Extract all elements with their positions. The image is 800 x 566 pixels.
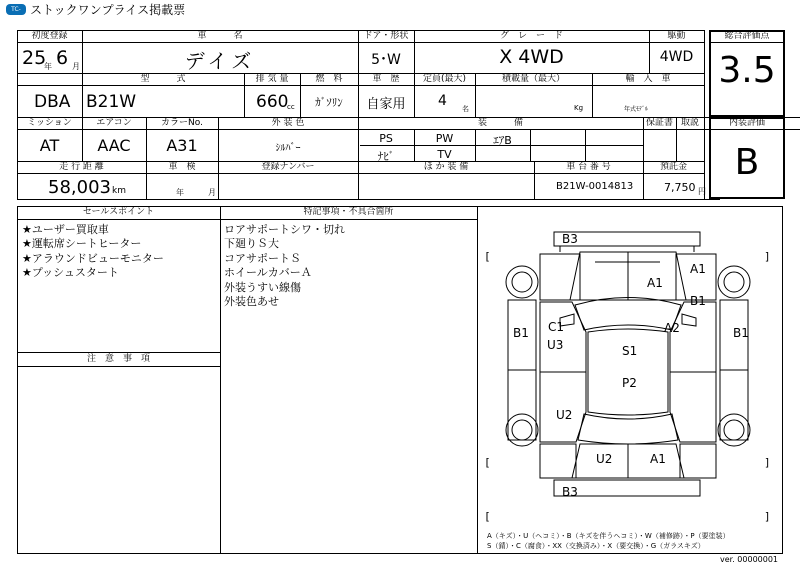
mileage: 58,003: [48, 177, 111, 198]
bracket-bottom-right: ]: [764, 510, 771, 523]
damage-label: P2: [622, 376, 637, 390]
mileage-label: 走 行 距 離: [59, 162, 104, 172]
damage-label: C1: [548, 320, 565, 334]
selling-points-title: セールスポイント: [82, 207, 155, 217]
damage-legend-line2: S（錆）・C（腐食）・XX（交換済み）・X（要交換）・G（ガラスキズ）: [487, 542, 705, 550]
bracket-right-bottom: ]: [764, 456, 771, 469]
overall-rating: 3.5: [718, 50, 776, 91]
inspection-label: 車 検: [168, 162, 196, 172]
aircon-label: エアコン: [96, 118, 132, 128]
note-item: コアサポートＳ: [224, 252, 301, 265]
mission: AT: [39, 136, 60, 155]
capacity-unit: 名: [462, 105, 469, 113]
import-label: 輸 入 車: [625, 74, 671, 84]
equip-tv: TV: [437, 148, 452, 161]
color-no-label: カラーNo.: [161, 118, 203, 128]
import-unit: 年式ﾓﾃﾞﾙ: [624, 106, 649, 113]
equip-navi: ﾅﾋﾞ: [377, 150, 395, 163]
first-reg-year: 25: [22, 47, 47, 69]
model-prefix: DBA: [34, 92, 71, 112]
equip-ps: PS: [379, 132, 393, 145]
aircon: AAC: [97, 136, 131, 155]
car-name: デイズ: [184, 49, 256, 73]
damage-label: B3: [562, 485, 578, 499]
exterior-color: ｼﾙﾊﾞｰ: [275, 143, 301, 154]
door-type: 5･W: [371, 52, 401, 68]
capacity-label: 定員(最大): [422, 74, 467, 84]
car-name-label: 車 名: [197, 31, 243, 41]
fuel: ｶﾞｿﾘﾝ: [315, 96, 343, 109]
model-code: B21W: [86, 92, 137, 112]
bracket-right-top: ]: [764, 250, 771, 263]
grade-label: グ レ ー ド: [499, 31, 563, 41]
note-item: 外装色あせ: [224, 295, 279, 308]
model-label: 型 式: [140, 74, 186, 84]
selling-point-item: ★ユーザー買取車: [22, 223, 109, 236]
fuel-label: 燃 料: [315, 74, 343, 84]
displacement-unit: cc: [287, 103, 295, 111]
grade: X 4WD: [499, 46, 564, 68]
displacement-label: 排 気 量: [255, 74, 289, 84]
damage-label: B1: [513, 326, 529, 340]
damage-label: B1: [690, 294, 706, 308]
damage-label: S1: [622, 344, 638, 358]
month-unit: 月: [72, 62, 80, 71]
note-item: 外装うすい線傷: [224, 281, 301, 294]
first-reg-month: 6: [56, 47, 69, 69]
damage-label: B3: [562, 232, 578, 246]
notes-title: 特記事項・不具合箇所: [303, 207, 394, 217]
damage-label: A2: [664, 321, 680, 335]
version-text: ver. 00000001: [720, 555, 779, 564]
note-item: ロアサポートシワ・切れ: [224, 223, 345, 236]
displacement: 660: [256, 92, 289, 112]
damage-label: U2: [596, 452, 613, 466]
warranty-label: 保証書: [645, 118, 673, 128]
damage-label: A1: [690, 262, 706, 276]
inspection-year-unit: 年: [176, 188, 184, 197]
selling-point-item: ★アラウンドビューモニター: [22, 252, 164, 265]
bracket-left-top: [: [484, 250, 491, 263]
damage-label: U2: [556, 408, 573, 422]
other-equip-label: ほ か 装 備: [423, 162, 469, 172]
price: 7,750: [664, 181, 696, 194]
interior-rating: B: [734, 142, 760, 183]
equip-pw: PW: [435, 132, 454, 145]
damage-legend-line1: A（キズ）・U（ヘコミ）・B（キズを伴うヘコミ）・W（補修跡）・P（要塗装）: [487, 532, 730, 540]
page-title: ストックワンプライス掲載票: [30, 3, 186, 17]
mileage-unit: km: [112, 186, 126, 196]
equipment-label: 装 備: [477, 118, 523, 128]
color-no: A31: [166, 136, 198, 155]
exterior-color-label: 外 装 色: [271, 118, 305, 128]
chassis-no-label: 車 台 番 号: [566, 162, 611, 172]
equip-airbag: ｴｱB: [493, 134, 512, 147]
manual-label: 取説: [680, 118, 699, 128]
price-label: 預託金: [659, 162, 687, 172]
year-unit: 年: [44, 62, 52, 71]
note-item: ホイールカバーＡ: [224, 266, 312, 279]
history: 自家用: [366, 97, 406, 112]
logo: TC-web: [6, 4, 26, 15]
interior-rating-label: 内装評価: [728, 118, 765, 128]
load-label: 積載量（最大）: [501, 74, 565, 84]
damage-label: A1: [647, 276, 663, 290]
selling-point-item: ★運転席シートヒーター: [22, 237, 142, 250]
damage-label: B1: [733, 326, 749, 340]
door-type-label: ドア・形状: [363, 31, 409, 41]
capacity: 4: [438, 93, 447, 109]
price-unit: 円: [698, 187, 706, 196]
damage-label: A1: [650, 452, 666, 466]
history-label: 車 歴: [372, 74, 400, 84]
inspection-month-unit: 月: [208, 188, 216, 197]
plate-label: 登録ナンバー: [261, 162, 315, 172]
bracket-left-bottom: [: [484, 456, 491, 469]
mission-label: ミッション: [27, 118, 72, 128]
first-reg-label: 初度登録: [31, 31, 68, 41]
drive: 4WD: [659, 49, 694, 65]
overall-rating-label: 総合評価点: [724, 31, 770, 41]
chassis-no: B21W-0014813: [556, 181, 634, 192]
load-unit: Kg: [574, 104, 584, 112]
damage-label: U3: [547, 338, 564, 352]
drive-label: 駆動: [667, 31, 686, 41]
bracket-bottom-left: [: [484, 510, 491, 523]
note-item: 下廻りＳ大: [224, 237, 279, 250]
caution-title: 注 意 事 項: [86, 354, 150, 364]
selling-point-item: ★プッシュスタート: [22, 266, 119, 279]
